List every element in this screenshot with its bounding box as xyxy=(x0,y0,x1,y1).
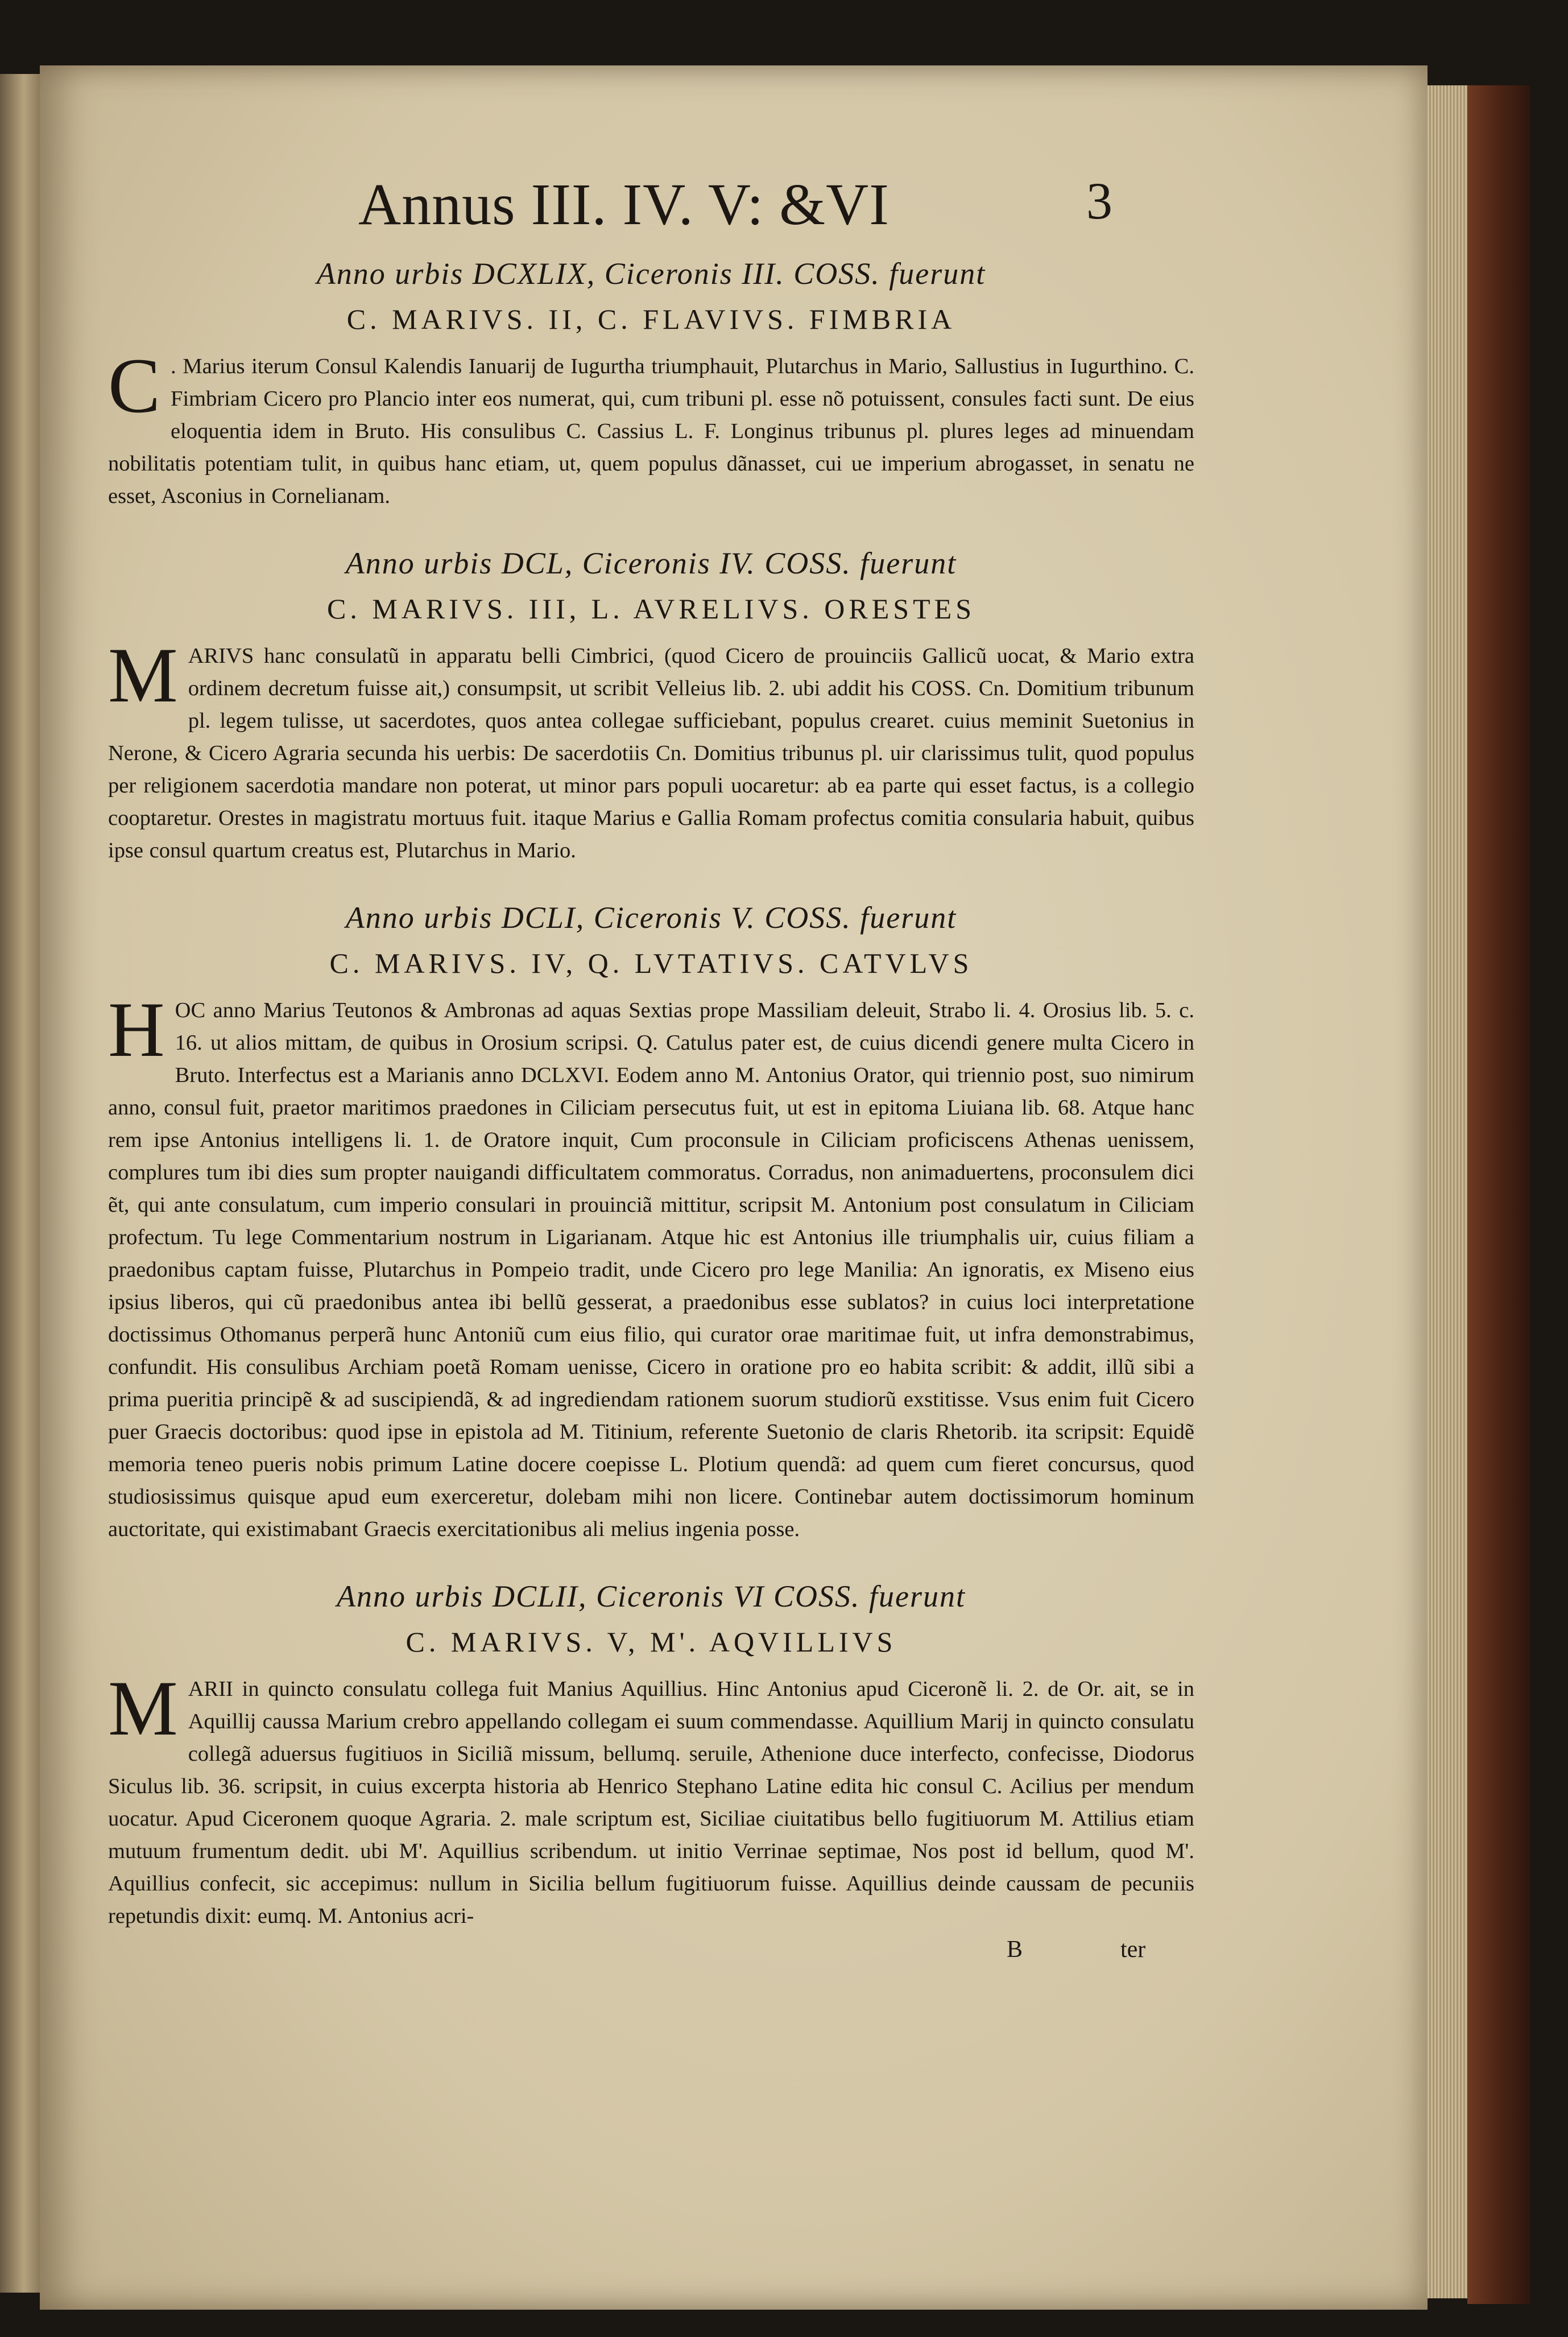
page-number: 3 xyxy=(1086,172,1112,230)
section-paragraph xyxy=(108,1665,1194,1933)
page-block-edge xyxy=(1428,85,1467,2298)
year-heading: Anno urbis DCLII, Ciceronis VI COSS. fuerunt xyxy=(337,1579,966,1613)
drop-initial: M xyxy=(108,631,178,719)
facing-page-edge xyxy=(0,74,40,2293)
section-paragraph xyxy=(108,986,1194,1546)
year-heading: Anno urbis DCLI, Ciceronis V. COSS. fuerunt xyxy=(345,901,957,935)
section-year-649 xyxy=(108,256,1194,513)
section-year-651 xyxy=(108,900,1194,1546)
drop-initial: M xyxy=(108,1665,178,1752)
consuls-heading: C. MARIVS. III, L. AVRELIVS. ORESTES xyxy=(326,593,976,625)
year-heading: Anno urbis DCL, Ciceronis IV. COSS. fuerunt xyxy=(345,546,957,580)
running-head xyxy=(108,171,1194,245)
section-paragraph xyxy=(108,342,1194,513)
section-year-650 xyxy=(108,546,1194,867)
paragraph-text: ARIVS hanc consulatũ in apparatu belli Cimbrici, (quod Cicero de prouinciis Gallicũ uocat, & Mario extra ordinem decretum fuisse ait,) consumpsit, ut scribit Velleius lib. 2. ubi addit his COSS. Cn. Domitium tribunum pl. legem tulisse, ut sacerdotes, quos antea collegae sufficiebant, populus crearet. cuius meminit Suetonius in Nerone, & Cicero Agraria secunda his uerbis: De sacerdotiis Cn. Domitius tribunus pl. uir clarissimus tulit, quod populus per religionem sacerdotia mandare non poterat, ut minor pars populi uocaretur: ab ea parte qui esset factus, is a collegio cooptaretur. Orestes in magistratu mortuus fuit. itaque Marius e Gallia Romam profectus comitia consularia habuit, quibus ipse consul quartum creatus est, Plutarchus in Mario. xyxy=(108,644,1194,862)
page-content xyxy=(108,171,1194,1970)
catchword: ter xyxy=(1120,1937,1146,1963)
drop-initial: C xyxy=(108,342,161,429)
section-year-652 xyxy=(108,1579,1194,1933)
consuls-heading: C. MARIVS. II, C. FLAVIVS. FIMBRIA xyxy=(346,303,956,335)
year-heading: Anno urbis DCXLIX, Ciceronis III. COSS. fuerunt xyxy=(316,257,986,291)
drop-initial: H xyxy=(108,986,165,1073)
section-paragraph xyxy=(108,631,1194,867)
consuls-heading: C. MARIVS. IV, Q. LVTATIVS. CATVLVS xyxy=(329,947,973,979)
book-cover xyxy=(1467,85,1530,2304)
paragraph-text: OC anno Marius Teutonos & Ambronas ad aquas Sextias prope Massiliam deleuit, Strabo li. 4. Orosius lib. 5. c. 16. ut alios mittam, de quibus in Orosium scripsi. Q. Catulus pater est, de cuius dicendi genere multa Cicero in Bruto. Interfectus est a Marianis anno DCLXVI. Eodem anno M. Antonius Orator, qui triennio post, suo nimirum anno, consul fuit, praetor maritimos praedones in Ciliciam persecutus fuit, ut est in epitoma Liuiana lib. 68. Atque hanc rem ipse Antonius intelligens li. 1. de Oratore inquit, Cum proconsule in Ciliciam proficiscens Athenas uenissem, complures tum ibi dies sum propter nauigandi difficultatem commoratus. Corradus, non animaduertens, proconsulem dici ẽt, qui ante consulatum, cum imperio consulari in prouinciã mittitur, scripsit M. Antonium post consulatum in Ciliciam profectum. Tu lege Commentarium nostrum in Ligarianam. Atque hic est Antonius ille triumphalis uir, cuius filiam a praedonibus captam fuisse, Plutarchus in Pompeio tradit, unde Cicero pro lege Manilia: An ignoratis, ex Miseno eius ipsius liberos, qui cũ praedonibus antea ibi bellũ gesserat, a praedonibus esse sublatos? in cuius loci interpretatione doctissimus Othomanus perperã hunc Antoniũ cum eius filio, qui curator orae maritimae fuit, ut infra demonstrabimus, confundit. His consulibus Archiam poetã Romam uenisse, Cicero in oratione pro eo habita scribit: & addit, illũ sibi a prima pueritia principẽ & ad suscipiendã, & ad ingrediendam rationem suorum studiorũ exstitisse. Vsus enim fuit Cicero puer Graecis doctoribus: quod ipse in epistola ad M. Titinium, referente Suetonio de claris Rhetorib. ita scripsit: Equidẽ memoria teneo pueris nobis primum Latine docere coepisse L. Plotium quendã: ad quem cum fieret concursus, quod studiosissimus quisque apud eum exerceretur, dolebam mihi non licere. Continebar autem doctissimorum hominum auctoritate, qui existimabant Graecis exercitationibus ali melius ingenia posse. xyxy=(108,998,1194,1541)
consuls-heading: C. MARIVS. V, M'. AQVILLIVS xyxy=(406,1626,897,1658)
page-footer xyxy=(108,1936,1194,1970)
signature-mark: B xyxy=(1007,1937,1023,1963)
paragraph-text: . Marius iterum Consul Kalendis Ianuarij de Iugurtha triumphauit, Plutarchus in Mario, Sallustius in Iugurthino. C. Fimbriam Cicero pro Plancio inter eos numerat, qui, cum tribuni pl. esse nõ potuissent, consules facti sunt. De eius eloquentia idem in Bruto. His consulibus C. Cassius L. F. Longinus tribunus pl. plures leges ad minuendam nobilitatis potentiam tulit, in quibus hanc etiam, ut, quem populus dãnasset, cui ue imperium abrogasset, in senatu ne esset, Asconius in Cornelianam. xyxy=(108,354,1194,508)
paragraph-text: ARII in quincto consulatu collega fuit Manius Aquillius. Hinc Antonius apud Ciceronẽ li. 2. de Or. ait, se in Aquillij caussa Marium crebro appellando collegam ei suum commendasse. Aquillium Marij in quincto consulatu collegã aduersus fugitiuos in Siciliã missum, bellumq. seruile, Athenione duce interfecto, confecisse, Diodorus Siculus lib. 36. scripsit, in cuius excerpta historia ab Henrico Stephano Latine edita hic consul C. Acilius per mendum uocatur. Apud Ciceronem quoque Agraria. 2. male scriptum est, Siciliae ciuitatibus bello fugitiuorum M. Attilius etiam mutuum frumentum dedit. ubi M'. Aquillius scribendum. ut initio Verrinae septimae, Nos post id bellum, quod M'. Aquillius confecit, sic accepimus: nullum in Sicilia bellum fugitiuorum fuisse. Aquillius deinde caussam de pecuniis repetundis dixit: eumq. M. Antonius acri- xyxy=(108,1677,1194,1928)
running-head-title: Annus III. IV. V: &VI xyxy=(358,172,890,237)
